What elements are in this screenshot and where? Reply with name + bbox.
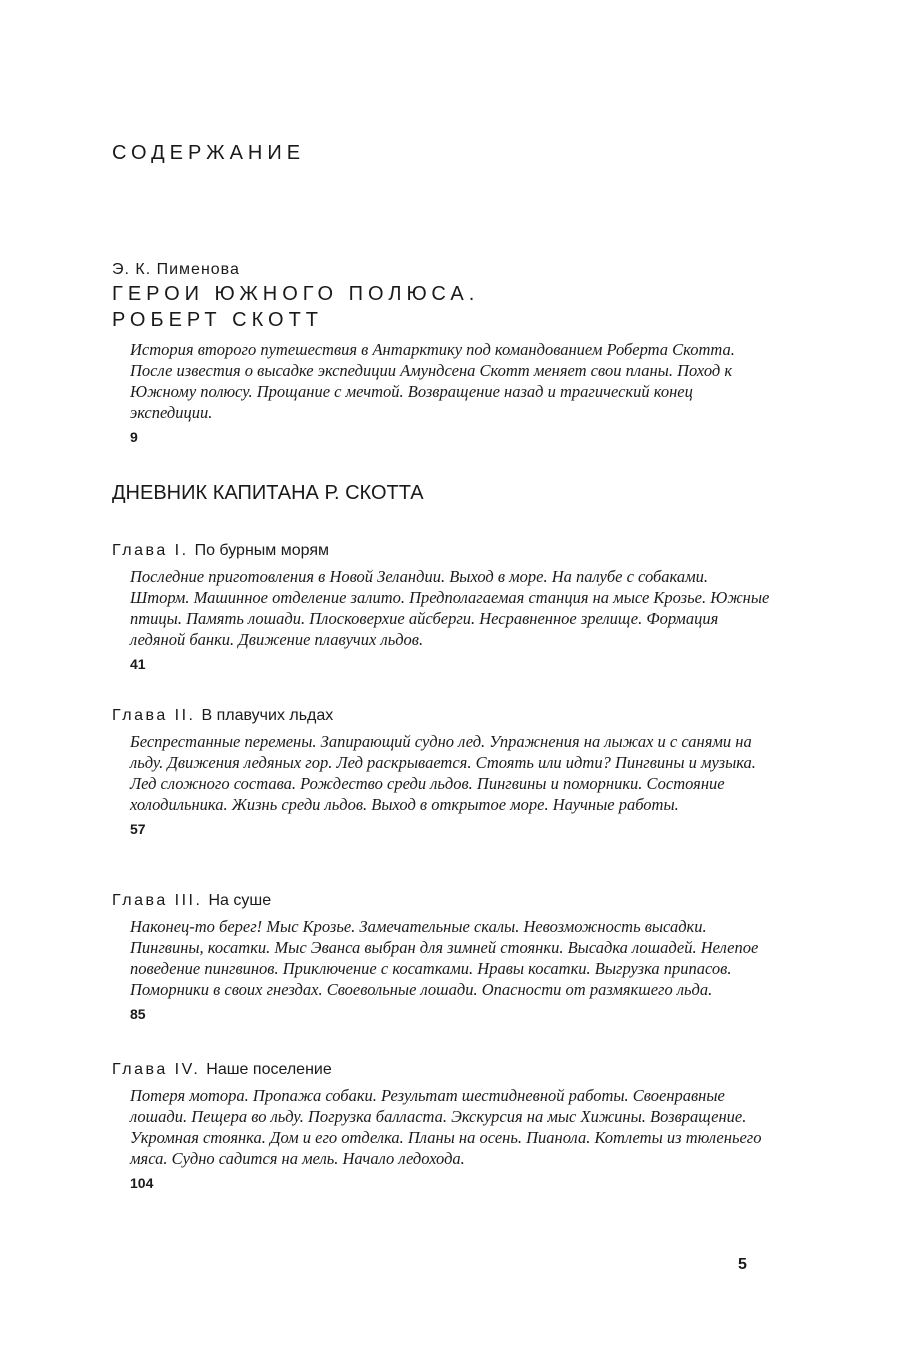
chapter-entry-2 — [112, 705, 792, 838]
intro-entry — [112, 259, 792, 446]
chapter-heading — [112, 890, 792, 912]
chapter-page-number: 57 — [130, 821, 146, 837]
chapter-name: Наше поселение — [206, 1061, 332, 1078]
chapter-label: Глава I. — [112, 542, 189, 559]
intro-page-number: 9 — [130, 429, 138, 445]
chapter-heading — [112, 705, 792, 727]
chapter-entry-3 — [112, 890, 792, 1023]
chapter-entry-1 — [112, 540, 792, 673]
intro-title-line1: ГЕРОИ ЮЖНОГО ПОЛЮСА. — [112, 283, 480, 305]
chapter-description: Потеря мотора. Пропажа собаки. Результат шестидневной работы. Своенравные лошади. Пещера во льду. Погрузка балласта. Экскурсия на мыс Хижины. Возвращение. Укромная стоянка. Дом и его отделка. Планы на осень. Пианола. Котлеты из тюленьего мяса. Судно садится на мель. Начало ледохода. — [130, 1086, 762, 1168]
chapter-heading — [112, 1059, 792, 1081]
intro-description: История второго путешествия в Антарктику под командованием Роберта Скотта. После известия о высадке экспедиции Амундсена Скотт меняет свои планы. Поход к Южному полюсу. Прощание с мечтой. Возвращение назад и трагический конец экспедиции. — [130, 340, 735, 422]
chapter-name: В плавучих льдах — [201, 707, 334, 724]
page-folio: 5 — [738, 1256, 747, 1273]
chapter-description: Последние приготовления в Новой Зеландии. Выход в море. На палубе с собаками. Шторм. Машинное отделение залито. Предполагаемая станция на мысе Крозье. Южные птицы. Память лошади. Плосковерхие айсберги. Несравненное зрелище. Формация ледяной банки. Движение плавучих льдов. — [130, 567, 770, 649]
intro-author: Э. К. Пименова — [112, 261, 240, 278]
chapter-label: Глава III. — [112, 892, 203, 909]
chapter-page-number: 104 — [130, 1175, 154, 1191]
chapter-label: Глава II. — [112, 707, 196, 724]
chapter-label: Глава IV. — [112, 1061, 201, 1078]
chapter-description: Наконец-то берег! Мыс Крозье. Замечательные скалы. Невозможность высадки. Пингвины, косатки. Мыс Эванса выбран для зимней стоянки. Высадка лошадей. Нелепое поведение пингвинов. Приключение с косатками. Нравы косатки. Выгрузка припасов. Поморники в своих гнездах. Своевольные лошади. Опасности от размякшего льда. — [130, 917, 759, 999]
chapter-page-number: 41 — [130, 656, 146, 672]
chapter-name: На суше — [208, 892, 272, 909]
chapter-name: По бурным морям — [194, 542, 329, 559]
chapter-entry-4 — [112, 1059, 792, 1192]
chapter-heading — [112, 540, 792, 562]
chapter-description: Беспрестанные перемены. Запирающий судно лед. Упражнения на лыжах и с санями на льду. Движения ледяных гор. Лед раскрывается. Стоять или идти? Пингвины и музыка. Лед сложного состава. Рождество среди льдов. Пингвины и поморники. Состояние холодильника. Жизнь среди льдов. Выход в открытое море. Научные работы. — [130, 732, 756, 814]
chapter-page-number: 85 — [130, 1006, 146, 1022]
page-heading: СОДЕРЖАНИЕ — [112, 142, 306, 164]
section-title: ДНЕВНИК КАПИТАНА Р. СКОТТА — [112, 482, 424, 504]
intro-title-line2: РОБЕРТ СКОТТ — [112, 309, 323, 331]
